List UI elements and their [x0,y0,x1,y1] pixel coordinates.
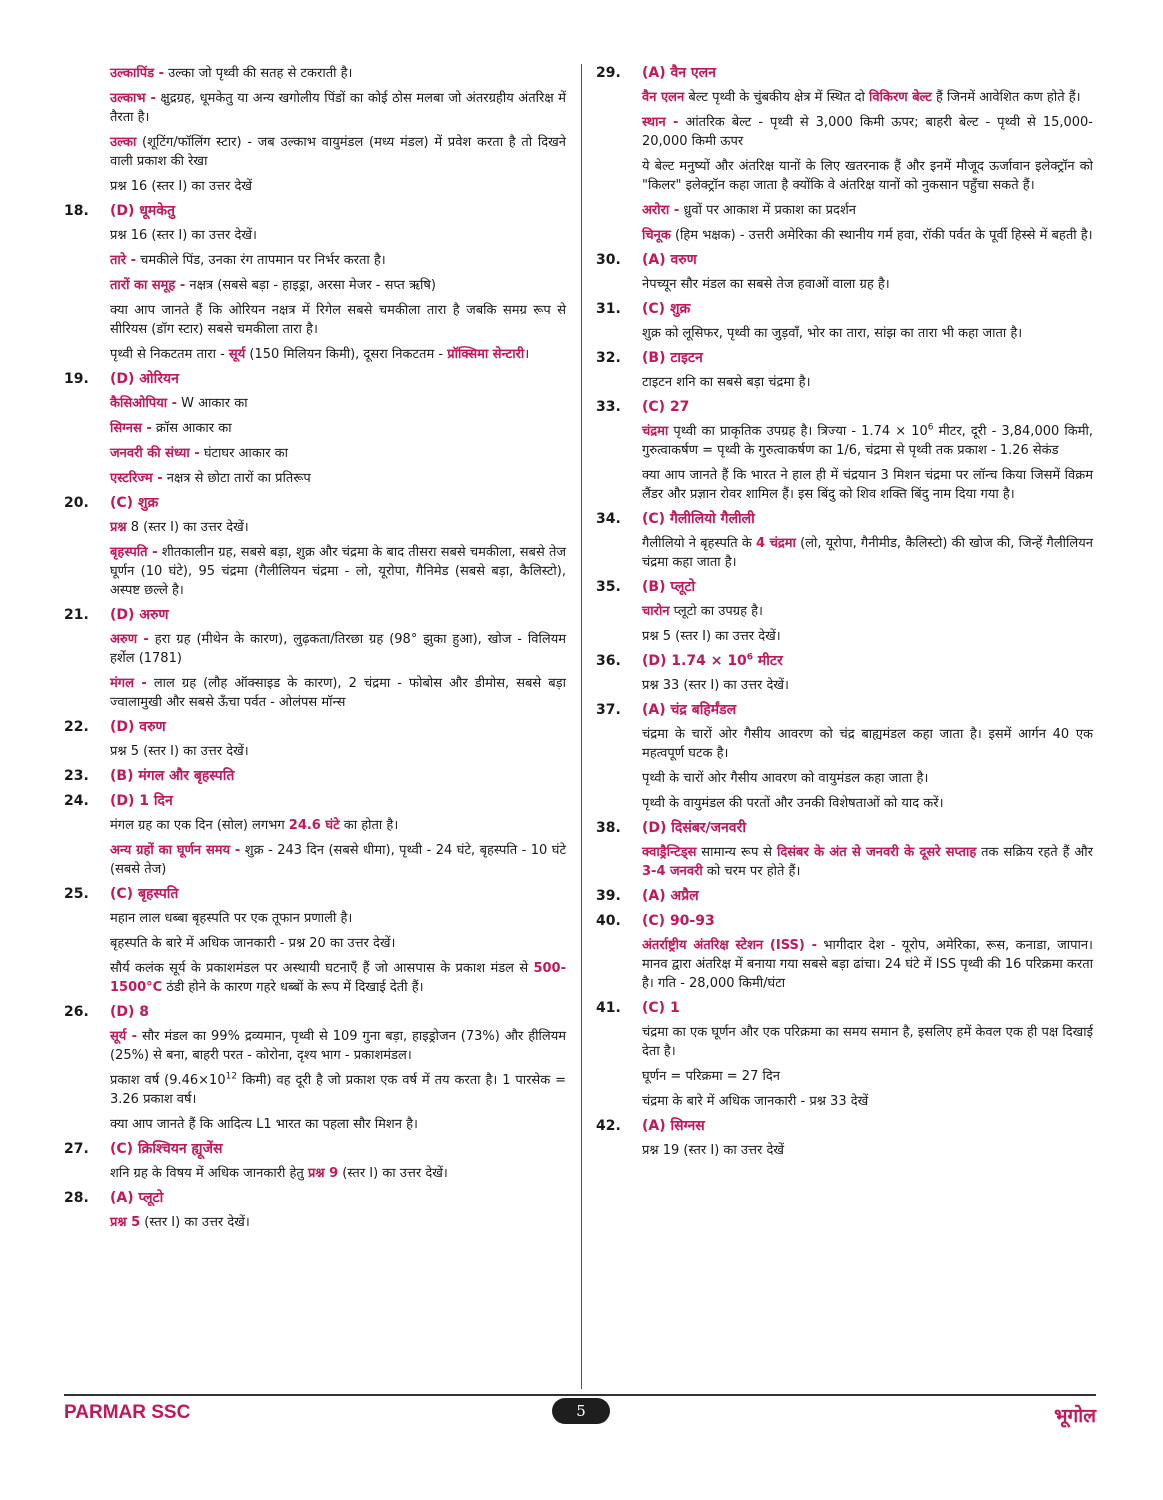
question-number: 20. [64,495,89,511]
explanation-text: प्रश्न 5 (स्तर I) का उत्तर देखें। [642,629,781,644]
explanation-text: मंगल ग्रह का एक दिन (सोल) लगभग 24.6 घंटे का होता है। [110,818,399,833]
explanation-text: तारों का समूह - नक्षत्र (सबसे बड़ा - हाइड्रा, अरसा मेजर - सप्त ऋषि) [110,278,436,293]
question-answer [596,398,1093,417]
explanation-text: नेपच्यून सौर मंडल का सबसे तेज हवाओं वाला ग्रह है। [642,277,890,292]
explanation-text: अरुण - हरा ग्रह (मीथेन के कारण), लुढ़कता/तिरछा ग्रह (98° झुका हुआ), खोज - विलियम हर्शेल (1781) [110,632,567,666]
answer-label: (C) शुक्र [642,301,691,317]
answer-label: (C) गैलीलियो गैलीली [642,511,755,527]
answer-label: (D) 8 [110,1004,150,1020]
explanation-text: चारोन प्लूटो का उपग्रह है। [642,604,763,619]
explanation-text: पृथ्वी के वायुमंडल की परतों और उनकी विशेषताओं को याद करें। [642,796,944,811]
explanation-text: प्रश्न 33 (स्तर I) का उत्तर देखें। [642,678,789,693]
explanation-text: गैलीलियो ने बृहस्पति के 4 चंद्रमा (लो, यूरोपा, गैनीमीड, कैलिस्टो) की खोज की, जिन्हें गैलीलियन चंद्रमा कहा जाता है। [642,536,1093,570]
answer-label: (D) ओरियन [110,371,179,387]
explanation-text: क्या आप जानते हैं कि आदित्य L1 भारत का पहला सौर मिशन है। [110,1117,418,1132]
question-number: 31. [596,301,621,317]
question-answer [596,652,1093,671]
explanation-text: शुक्र को लूसिफर, पृथ्वी का जुड़वाँ, भोर का तारा, सांझ का तारा भी कहा जाता है। [642,326,1023,341]
explanation-text: चंद्रमा के चारों ओर गैसीय आवरण को चंद्र बाह्यमंडल कहा जाता है। इसमें आर्गन 40 एक महत्वपूर्ण घटक है। [642,727,1093,761]
publisher-brand: PARMAR SSC [64,1402,191,1423]
question-number: 21. [64,607,89,623]
question-number: 38. [596,820,621,836]
explanation-text: पृथ्वी से निकटतम तारा - सूर्य (150 मिलियन किमी), दूसरा निकटतम - प्रॉक्सिमा सेन्टारी। [110,347,530,362]
explanation-text: शनि ग्रह के विषय में अधिक जानकारी हेतु प्रश्न 9 (स्तर I) का उत्तर देखें। [110,1166,448,1181]
explanation-text: जनवरी की संध्या - घंटाघर आकार का [110,446,288,461]
explanation-text: घूर्णन = परिक्रमा = 27 दिन [642,1069,780,1084]
question-number: 23. [64,768,89,784]
question-number: 42. [596,1118,621,1134]
question-number: 18. [64,203,89,219]
answer-label: (D) धूमकेतु [110,203,176,219]
question-number: 34. [596,511,621,527]
answer-label: (C) 1 [642,1000,680,1016]
explanation-text: सूर्य - सौर मंडल का 99% द्रव्यमान, पृथ्वी से 109 गुना बड़ा, हाइड्रोजन (73%) और हीलियम (25%) से बना, बाहरी परत - कोरोना, दृश्य भाग - प्रकाशमंडल। [110,1029,567,1063]
question-number: 35. [596,579,621,595]
question-answer [596,578,1093,597]
question-answer [596,1117,1093,1136]
question-number: 24. [64,793,89,809]
explanation-text: क्या आप जानते हैं कि ओरियन नक्षत्र में रिगेल सबसे चमकीला तारा है जबकि समग्र रूप से सीरियस (डॉग स्टार) सबसे चमकीला तारा है। [110,303,566,337]
explanation-text: उल्का (शूटिंग/फॉलिंग स्टार) - जब उल्काभ वायुमंडल (मध्य मंडल) में प्रवेश करता है तो दिखने वाली प्रकाश की रेखा [110,135,566,169]
question-number: 19. [64,371,89,387]
answer-label: (A) अप्रैल [642,888,699,904]
explanation-text: प्रश्न 8 (स्तर I) का उत्तर देखें। [110,520,249,535]
answer-label: (D) $1.74 \times 10^6$ मीटर [642,652,783,669]
explanation-text: पृथ्वी के चारों ओर गैसीय आवरण को वायुमंडल कहा जाता है। [642,771,929,786]
question-answer [596,819,1093,838]
right-column [596,64,1093,1166]
question-number: 33. [596,399,621,415]
explanation-text: प्रश्न 16 (स्तर I) का उत्तर देखें। [110,228,257,243]
left-column [64,64,566,1238]
explanation-text: अन्य ग्रहों का घूर्णन समय - शुक्र - 243 दिन (सबसे धीमा), पृथ्वी - 24 घंटे, बृहस्पति - 10 घंटे (सबसे तेज) [110,843,567,877]
explanation-text: अंतर्राष्ट्रीय अंतरिक्ष स्टेशन (ISS) - भागीदार देश - यूरोप, अमेरिका, रूस, कनाडा, जापान। मानव द्वारा अंतरिक्ष में बनाया गया सबसे बड़ा ढांचा। 24 घंटे में ISS पृथ्वी की 16 परिक्रमा करता है। गति - 28,000 किमी/घंटा [642,938,1093,991]
question-answer [64,885,566,904]
answer-label: (C) 27 [642,399,690,415]
answer-label: (D) वरुण [110,719,166,735]
question-number: 36. [596,653,621,669]
question-number: 39. [596,888,621,904]
answer-label: (C) बृहस्पति [110,886,179,902]
question-answer [596,999,1093,1018]
question-answer [64,202,566,221]
question-number: 40. [596,913,621,929]
question-answer [596,349,1093,368]
explanation-text: सौर्य कलंक सूर्य के प्रकाशमंडल पर अस्थायी घटनाएँ हैं जो आसपास के प्रकाश मंडल से 500-1500°C ठंडी होने के कारण गहरे धब्बों के रूप में दिखाई देती हैं। [110,961,566,995]
question-number: 30. [596,252,621,268]
explanation-text: अरोरा - ध्रुवों पर आकाश में प्रकाश का प्रदर्शन [642,203,856,218]
explanation-text: कैसिओपिया - W आकार का [110,396,248,411]
question-number: 41. [596,1000,621,1016]
page-number: 5 [552,1398,610,1424]
explanation-text: टाइटन शनि का सबसे बड़ा चंद्रमा है। [642,375,811,390]
explanation-text: महान लाल धब्बा बृहस्पति पर एक तूफान प्रणाली है। [110,911,353,926]
question-answer [64,718,566,737]
answer-label: (D) दिसंबर/जनवरी [642,820,746,836]
subject-label: भूगोल [1054,1405,1096,1427]
question-answer [596,510,1093,529]
answer-label: (B) प्लूटो [642,579,696,595]
question-number: 28. [64,1190,89,1206]
explanation-text: प्रश्न 5 (स्तर I) का उत्तर देखें। [110,1215,250,1230]
answer-label: (A) सिग्नस [642,1118,705,1134]
answer-label: (A) चंद्र बहिर्मंडल [642,702,737,718]
explanation-text: तारे - चमकीले पिंड, उनका रंग तापमान पर निर्भर करता है। [110,253,386,268]
explanation-text: एस्टरिज्म - नक्षत्र से छोटा तारों का प्रतिरूप [110,471,311,486]
question-answer [64,767,566,786]
answer-label: (A) वैन एलन [642,65,716,81]
explanation-text: प्रश्न 19 (स्तर I) का उत्तर देखें [642,1143,784,1158]
question-number: 37. [596,702,621,718]
page-footer [64,1394,1096,1436]
explanation-text: सिग्नस - क्रॉस आकार का [110,421,232,436]
question-answer [64,494,566,513]
question-answer [64,1140,566,1159]
question-number: 26. [64,1004,89,1020]
question-answer [64,1189,566,1208]
question-answer [64,792,566,811]
answer-label: (D) 1 दिन [110,793,173,809]
explanation-text: ये बेल्ट मनुष्यों और अंतरिक्ष यानों के लिए खतरनाक हैं और इनमें मौजूद ऊर्जावान इलेक्ट्रॉन को "किलर" इलेक्ट्रॉन कहा जाता है क्योंकि वे अंतरिक्ष यानों को नुकसान पहुँचा सकते हैं। [642,159,1093,193]
answer-label: (C) क्रिश्चियन ह्यूजेंस [110,1141,223,1157]
answer-label: (A) प्लूटो [110,1190,164,1206]
explanation-text: प्रश्न 16 (स्तर I) का उत्तर देखें [110,179,252,194]
question-answer [596,300,1093,319]
explanation-text: बृहस्पति - शीतकालीन ग्रह, सबसे बड़ा, शुक्र और चंद्रमा के बाद तीसरा सबसे चमकीला, सबसे तेज घूर्णन (10 घंटे), 95 चंद्रमा (गैलीलियन चंद्रमा - लो, यूरोपा, गैनिमेड (सबसे बड़ा, कैलिस्टो), अस्पष्ट छल्ले है। [110,545,567,598]
question-number: 29. [596,65,621,81]
explanation-text: चिनूक (हिम भक्षक) - उत्तरी अमेरिका की स्थानीय गर्म हवा, रॉकी पर्वत के पूर्वी हिस्से में बहती है। [642,228,1093,243]
explanation-text: बृहस्पति के बारे में अधिक जानकारी - प्रश्न 20 का उत्तर देखें। [110,936,396,951]
explanation-text: उल्काभ - क्षुद्रग्रह, धूमकेतु या अन्य खगोलीय पिंडों का कोई ठोस मलबा जो अंतरग्रहीय अंतरिक्ष में तैरता है। [110,91,566,125]
explanation-text: प्रकाश वर्ष ($9.46\times 10^{12}$ किमी) वह दूरी है जो प्रकाश एक वर्ष में तय करता है। 1 पारसेक = 3.26 प्रकाश वर्ष। [110,1071,567,1107]
explanation-text: चंद्रमा के बारे में अधिक जानकारी - प्रश्न 33 देखें [642,1094,869,1109]
answer-label: (D) अरुण [110,607,169,623]
question-answer [64,606,566,625]
column-divider [581,64,582,1389]
answer-label: (B) मंगल और बृहस्पति [110,768,235,784]
question-answer [596,887,1093,906]
explanation-text: चंद्रमा पृथ्वी का प्राकृतिक उपग्रह है। त्रिज्या - $1.74 \times 10^6$ मीटर, दूरी - 3,84,000 किमी, गुरुत्वाकर्षण = पृथ्वी के गुरुत्वाकर्षण का 1/6, चंद्रमा से पृथ्वी तक प्रकाश - 1.26 सेकंड [642,422,1093,458]
explanation-text: क्वाड्रैन्टिड्स सामान्य रूप से दिसंबर के अंत से जनवरी के दूसरे सप्ताह तक सक्रिय रहते हैं और 3-4 जनवरी को चरम पर होते हैं। [642,845,1093,879]
explanation-text: प्रश्न 5 (स्तर I) का उत्तर देखें। [110,744,249,759]
answer-label: (A) वरुण [642,252,697,268]
question-answer [64,370,566,389]
question-answer [596,251,1093,270]
question-answer [64,1003,566,1022]
question-number: 27. [64,1141,89,1157]
explanation-text: क्या आप जानते हैं कि भारत ने हाल ही में चंद्रयान 3 मिशन चंद्रमा पर लॉन्च किया जिसमें विक्रम लैंडर और प्रज्ञान रोवर शामिल हैं। इस बिंदु को शिव शक्ति बिंदु नाम दिया गया है। [642,468,1093,502]
answer-label: (C) 90-93 [642,913,715,929]
explanation-text: मंगल - लाल ग्रह (लौह ऑक्साइड के कारण), 2 चंद्रमा - फोबोस और डीमोस, सबसे बड़ा ज्वालामुखी और सबसे ऊँचा पर्वत - ओलंपस मॉन्स [110,676,566,710]
answer-label: (B) टाइटन [642,350,703,366]
explanation-text: उल्कापिंड - उल्का जो पृथ्वी की सतह से टकराती है। [110,66,353,81]
explanation-text: स्थान - आंतरिक बेल्ट - पृथ्वी से 3,000 किमी ऊपर; बाहरी बेल्ट - पृथ्वी से 15,000-20,000 किमी ऊपर [642,115,1093,149]
question-answer [596,701,1093,720]
explanation-text: चंद्रमा का एक घूर्णन और एक परिक्रमा का समय समान है, इसलिए हमें केवल एक ही पक्ष दिखाई देता है। [642,1025,1093,1059]
answer-label: (C) शुक्र [110,495,159,511]
question-number: 25. [64,886,89,902]
question-answer [596,912,1093,931]
question-number: 32. [596,350,621,366]
explanation-text: वैन एलन बेल्ट पृथ्वी के चुंबकीय क्षेत्र में स्थित दो विकिरण बेल्ट हैं जिनमें आवेशित कण होते हैं। [642,90,1081,105]
question-number: 22. [64,719,89,735]
question-answer [596,64,1093,83]
